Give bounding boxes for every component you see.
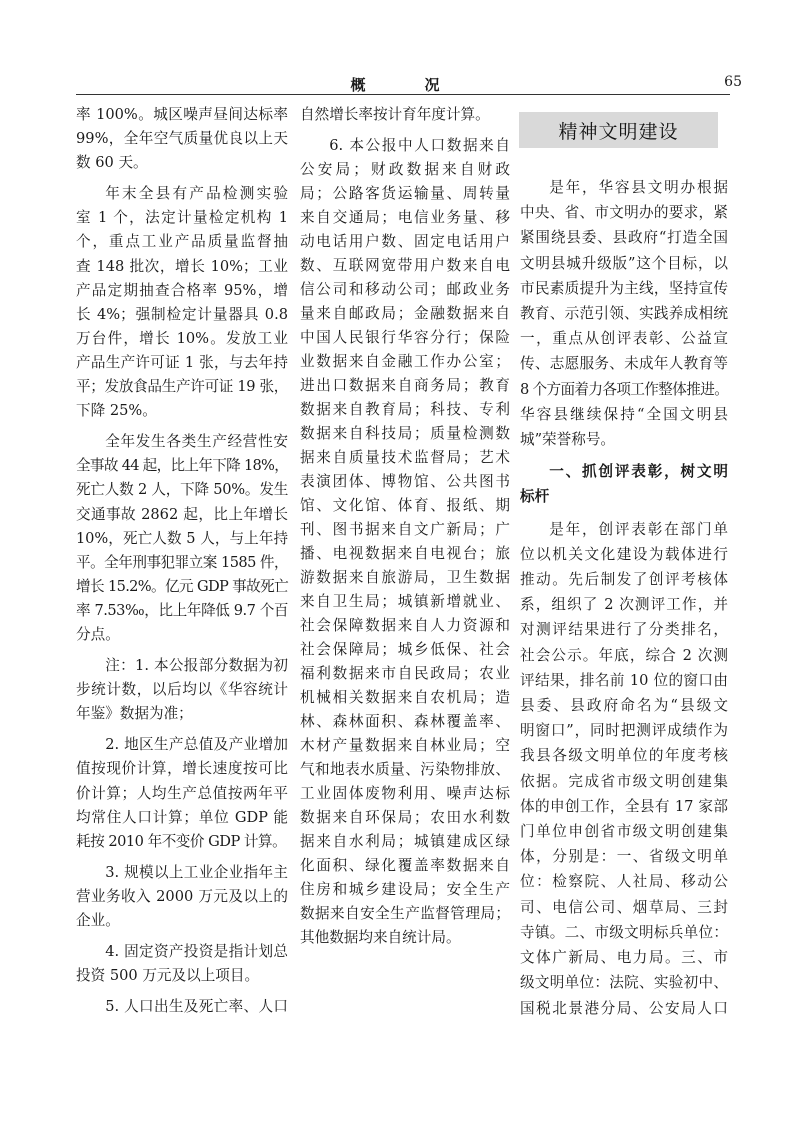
text-line: 均常住人口计算；单位 GDP 能 bbox=[76, 808, 288, 826]
text-line: 据来自水利局；城镇建成区绿 bbox=[300, 833, 510, 850]
text-line: 年鉴》数据为准； bbox=[76, 705, 193, 723]
text-line: 量来自邮政局；金融数据来自 bbox=[300, 305, 510, 322]
text-line: 查 148 批次，增长 10%；工业 bbox=[76, 257, 288, 275]
text-line: 系，组织了 2 次测评工作，并 bbox=[520, 596, 728, 614]
text-line: 寺镇。二、市级文明标兵单位： bbox=[520, 923, 728, 941]
text-line: 文明县城升级版”这个目标，以 bbox=[520, 254, 728, 272]
paragraph bbox=[300, 103, 510, 127]
text-line: 体，分别是：一、省级文明单 bbox=[520, 848, 728, 866]
text-line: 数据来自环保局；农田水利数 bbox=[300, 809, 510, 826]
text-line: 文体广新局、电力局。三、市 bbox=[520, 949, 728, 967]
text-line: 进出口数据来自商务局；教育 bbox=[300, 377, 510, 394]
text-line: 万台件，增长 10%。发放工业 bbox=[76, 329, 288, 347]
text-line: 数据来自科技局；质量检测数 bbox=[300, 425, 510, 442]
text-line: 社会保障局；城乡低保、社会 bbox=[300, 641, 510, 658]
text-line: 社会公示。年底，综合 2 次测 bbox=[520, 646, 728, 664]
text-line: 传、志愿服务、未成年人教育等 bbox=[520, 355, 728, 373]
text-line: 气和地表水质量、污染物排放、 bbox=[300, 761, 510, 778]
paragraph bbox=[76, 182, 288, 423]
text-line: 率 100%。城区噪声昼间达标率 bbox=[76, 106, 288, 123]
text-line: 对测评结果进行了分类排名， bbox=[520, 621, 728, 639]
page-number: 65 bbox=[724, 74, 742, 90]
header-rule bbox=[76, 94, 730, 95]
text-line: 2. 地区生产总值及产业增加 bbox=[105, 736, 288, 754]
text-line: 明窗口”，同时把测评成绩作为 bbox=[520, 722, 728, 740]
column-middle bbox=[300, 103, 510, 957]
text-line: 平。全年刑事犯罪立案 1585 件， bbox=[76, 553, 288, 571]
paragraph bbox=[76, 733, 288, 853]
text-line: 工业固体废物利用、噪声达标 bbox=[300, 785, 510, 802]
text-line: 局；公路客货运输量、周转量 bbox=[300, 185, 510, 202]
text-line: 播、电视数据来自电视台；旅 bbox=[300, 545, 510, 562]
text-line: 门单位申创省市级文明创建集 bbox=[520, 823, 728, 841]
text-line: 中央、省、市文明办的要求，紧 bbox=[520, 204, 728, 222]
paragraph bbox=[76, 654, 288, 726]
text-line: 5. 人口出生及死亡率、人口 bbox=[105, 998, 288, 1016]
text-line: 木材产量数据来自林业局；空 bbox=[300, 737, 510, 754]
text-line: 10%，死亡人数 5 人，与上年持 bbox=[76, 529, 288, 547]
text-line: 依据。完成省市级文明创建集 bbox=[520, 772, 728, 790]
paragraph bbox=[76, 103, 288, 175]
paragraph bbox=[76, 995, 288, 1019]
text-line: 4. 固定资产投资是指计划总 bbox=[105, 943, 288, 961]
text-line: 注：1. 本公报部分数据为初 bbox=[105, 657, 288, 675]
text-line: 公安局；财政数据来自财政 bbox=[300, 161, 510, 178]
text-line: 全事故 44 起，比上年下降 18%， bbox=[76, 457, 288, 475]
text-line: 个，重点工业产品质量监督抽 bbox=[76, 233, 288, 251]
text-line: 是年，华容县文明办根据 bbox=[549, 179, 728, 196]
text-line: 中国人民银行华容分行；保险 bbox=[300, 329, 510, 346]
text-line: 长 4%；强制检定计量器具 0.8 bbox=[76, 305, 288, 323]
text-line: 化面积、绿化覆盖率数据来自 bbox=[300, 857, 510, 874]
text-line: 营业务收入 2000 万元及以上的 bbox=[76, 887, 288, 905]
text-line: 华容县继续保持“全国文明县 bbox=[520, 405, 728, 423]
text-line: 数据来自教育局；科技、专利 bbox=[300, 401, 510, 418]
text-line: 刊、图书据来自文广新局；广 bbox=[300, 521, 510, 538]
text-line: 来自卫生局；城镇新增就业、 bbox=[300, 593, 510, 610]
text-line: 来自交通局；电信业务量、移 bbox=[300, 209, 510, 226]
text-line: 价计算；人均生产总值按两年平 bbox=[76, 784, 288, 802]
text-line: 平；发放食品生产许可证 19 张， bbox=[76, 378, 288, 396]
text-line: 一、抓创评表彰，树文明 bbox=[549, 463, 728, 481]
text-line: 福利数据来市自民政局；农业 bbox=[300, 665, 510, 682]
text-line: 是年，创评表彰在部门单 bbox=[549, 520, 728, 538]
column-right bbox=[520, 175, 728, 1028]
text-line: 动电话用户数、固定电话用户 bbox=[300, 233, 510, 250]
text-line: 率 7.53‰，比上年降低 9.7 个百 bbox=[76, 601, 288, 619]
text-line: 级文明单位：法院、实验初中、 bbox=[520, 974, 728, 992]
subheading bbox=[520, 459, 728, 509]
text-line: 我县各级文明单位的年度考核 bbox=[520, 747, 728, 765]
text-line: 司、电信公司、烟草局、三封 bbox=[520, 898, 728, 916]
text-line: 数 60 天。 bbox=[76, 154, 148, 172]
text-line: 其他数据均来自统计局。 bbox=[300, 929, 461, 946]
section-title: 精神文明建设 bbox=[519, 112, 718, 148]
paragraph bbox=[76, 861, 288, 933]
text-line: 社会保障数据来自人力资源和 bbox=[300, 617, 510, 634]
text-line: 全年发生各类生产经营性安 bbox=[105, 433, 288, 451]
paragraph bbox=[76, 430, 288, 647]
text-line: 表演团体、博物馆、公共图书 bbox=[300, 473, 510, 490]
paragraph bbox=[76, 940, 288, 988]
text-line: 业数据来自金融工作办公室； bbox=[300, 353, 510, 370]
text-line: 自然增长率按计育年度计算。 bbox=[300, 106, 490, 123]
text-line: 林、森林面积、森林覆盖率、 bbox=[300, 713, 510, 730]
paragraph bbox=[300, 134, 510, 950]
text-line: 年末全县有产品检测实验 bbox=[105, 185, 288, 203]
paragraph bbox=[520, 517, 728, 1021]
text-line: 游数据来自旅游局，卫生数据 bbox=[300, 569, 510, 586]
text-line: 市民素质提升为主线，坚持宣传 bbox=[520, 279, 728, 297]
text-line: 馆、文化馆、体育、报纸、期 bbox=[300, 497, 510, 514]
text-line: 室 1 个，法定计量检定机构 1 bbox=[76, 209, 288, 227]
text-line: 投资 500 万元及以上项目。 bbox=[76, 967, 260, 985]
text-line: 一，重点从创评表彰、公益宣 bbox=[520, 330, 728, 348]
text-line: 增长 15.2%。亿元 GDP 事故死亡 bbox=[76, 577, 288, 595]
column-left bbox=[76, 103, 288, 1026]
text-line: 位：检察院、人社局、移动公 bbox=[520, 873, 728, 891]
text-line: 产品定期抽查合格率 95%，增 bbox=[76, 281, 288, 299]
text-line: 县委、县政府命名为“县级文 bbox=[520, 697, 728, 715]
text-line: 死亡人数 2 人，下降 50%。发生 bbox=[76, 481, 288, 499]
text-line: 下降 25%。 bbox=[76, 402, 157, 420]
text-line: 3. 规模以上工业企业指年主 bbox=[105, 863, 288, 881]
text-line: 企业。 bbox=[76, 912, 120, 929]
text-line: 城”荣誉称号。 bbox=[520, 431, 616, 449]
text-line: 国税北景港分局、公安局人口 bbox=[520, 999, 728, 1017]
text-line: 数据来自安全生产监督管理局； bbox=[300, 905, 510, 922]
paragraph bbox=[520, 175, 728, 452]
running-header-title: 概 况 bbox=[350, 76, 462, 94]
text-line: 推动。先后制发了创评考核体 bbox=[520, 571, 728, 589]
text-line: 教育、示范引领、实践养成相统 bbox=[520, 305, 728, 323]
text-line: 位以机关文化建设为载体进行 bbox=[520, 545, 728, 563]
text-line: 步统计数，以后均以《华容统计 bbox=[76, 681, 288, 699]
text-line: 住房和城乡建设局；安全生产 bbox=[300, 881, 510, 898]
text-line: 据来自质量技术监督局；艺术 bbox=[300, 449, 510, 466]
text-line: 99%，全年空气质量优良以上天 bbox=[76, 130, 288, 148]
text-line: 体的申创工作，全县有 17 家部 bbox=[520, 797, 728, 815]
text-line: 产品生产许可证 1 张，与去年持 bbox=[76, 353, 288, 371]
text-line: 评结果，排名前 10 位的窗口由 bbox=[520, 671, 728, 689]
text-line: 数、互联网宽带用户数来自电 bbox=[300, 257, 510, 274]
text-line: 信公司和移动公司；邮政业务 bbox=[300, 281, 510, 298]
text-line: 值按现价计算，增长速度按可比 bbox=[76, 760, 288, 778]
text-line: 标杆 bbox=[520, 488, 550, 506]
text-line: 6. 本公报中人口数据来自 bbox=[329, 137, 510, 154]
text-line: 交通事故 2862 起，比上年增长 bbox=[76, 505, 288, 523]
text-line: 分点。 bbox=[76, 625, 120, 643]
text-line: 机械相关数据来自农机局；造 bbox=[300, 689, 510, 706]
text-line: 紧围绕县委、县政府“打造全国 bbox=[520, 229, 728, 247]
text-line: 8 个方面着力各项工作整体推进。 bbox=[520, 380, 728, 398]
text-line: 耗按 2010 年不变价 GDP 计算。 bbox=[76, 832, 287, 850]
